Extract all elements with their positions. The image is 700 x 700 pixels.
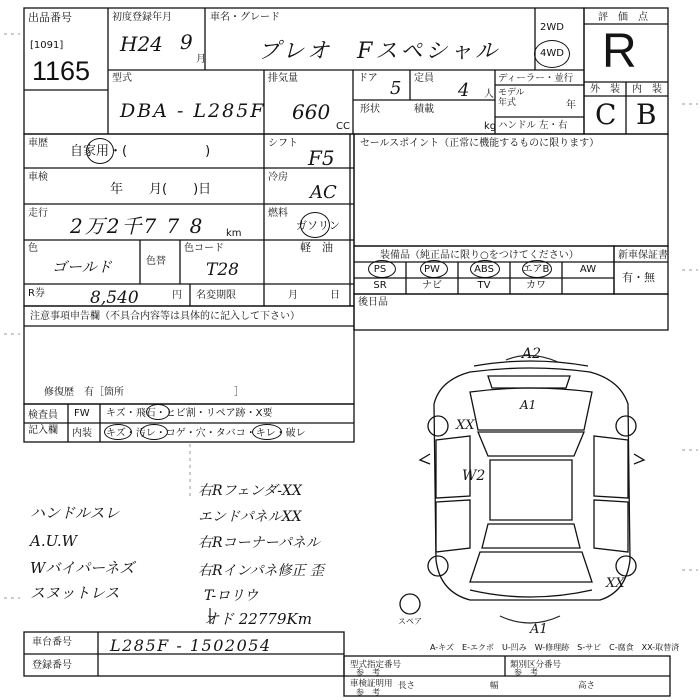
note-right-3: 右Rコーナーパネル (198, 535, 320, 551)
dirt-circle (140, 424, 168, 440)
repaint-label: 色替 (146, 256, 166, 267)
equip-airbag: エアB (522, 264, 550, 275)
mark-a2: A2 (522, 346, 542, 362)
equip-ps-circle (368, 260, 396, 278)
equip-navi: ナビ (422, 280, 442, 291)
designation-number-label: 型式指定番号 (350, 660, 402, 670)
shift-label: シフト (268, 138, 298, 149)
certificate-ref: 参 考 (356, 688, 380, 697)
fw-items: キズ・飛石・ヒビ割・リペア跡・X要 (106, 408, 273, 419)
registration-number-label: 登録番号 (32, 660, 72, 671)
exterior-grade-label: 外 装 (590, 84, 620, 95)
inspection-value: 年 月( )日 (110, 182, 212, 197)
drive-4wd-circle (534, 40, 570, 68)
vehicle-history-label: 車歴 (28, 138, 48, 149)
car-name-label: 車名・グレード (210, 12, 280, 23)
first-registration-month: 9 (180, 30, 193, 54)
aircon-label: 冷房 (268, 172, 288, 183)
yen-unit: 円 (172, 290, 182, 301)
checker-label: 検査員 記入欄 (28, 410, 58, 436)
note-left-3: Wバイパーネズ (30, 559, 135, 577)
mark-xx-right: XX (606, 576, 625, 591)
equip-leather: カワ (526, 280, 546, 291)
recycle-ticket-label: R券 (28, 288, 45, 299)
mark-a1-top: A1 (520, 398, 537, 412)
equip-aw: AW (579, 264, 597, 275)
gasoline-circle (300, 212, 330, 238)
model-year-unit: 年 (566, 100, 576, 111)
interior-check-label: 内装 (72, 428, 92, 439)
kg-unit: kg (484, 121, 497, 132)
interior-items: キズ・汚レ・コゲ・穴・タバコ・キレ・破レ (106, 428, 306, 439)
category-number-label: 類別区分番号 (510, 660, 562, 670)
lot-number-label: 出品番号 (28, 11, 72, 24)
note-right-6: オド 22779Km (204, 610, 312, 628)
model-code-label: 型式 (112, 73, 132, 84)
note-right-4: 右Rインパネ修正 歪 (198, 563, 325, 579)
interior-grade-value: B (636, 98, 657, 131)
warranty-value: 有・無 (622, 271, 655, 284)
length-label: 長さ (398, 681, 416, 691)
capacity-label: 定員 (414, 73, 434, 84)
grade-value: R (602, 25, 637, 78)
equip-pw-circle (420, 260, 448, 278)
color-label: 色 (28, 243, 38, 254)
model-code-value: DBA - L285F (120, 100, 266, 122)
exterior-grade-value: C (595, 98, 617, 131)
car-name-value: プレオ Fスペシャル (258, 39, 500, 64)
color-code-value: T28 (206, 260, 239, 280)
equip-airbag-circle (522, 260, 552, 278)
note-left-2: A.U.W (30, 532, 78, 550)
lot-sub-code: [1091] (30, 40, 64, 51)
lot-number-value: 1165 (32, 56, 91, 86)
first-registration-year: H24 (120, 32, 163, 56)
mark-w2: W2 (462, 468, 486, 484)
body-shape-label: 形状 (360, 104, 380, 115)
chassis-number-value: L285F - 1502054 (110, 636, 272, 655)
door-count-value: 5 (390, 78, 402, 99)
fuel-gasoline: ガソリン (296, 219, 340, 232)
equip-abs: ABS (474, 264, 494, 275)
inspection-label: 車検 (28, 172, 48, 183)
month-unit: 月 (196, 54, 206, 65)
displacement-label: 排気量 (268, 73, 298, 84)
chip-circle (146, 404, 170, 420)
color-value: ゴールド (52, 258, 112, 276)
warranty-label: 新車保証書 (618, 250, 668, 261)
capacity-value: 4 (458, 80, 470, 101)
damage-legend: A-キズ E-エクボ U-凹み W-修理跡 S-サビ C-腐食 XX-取替済 (430, 643, 680, 652)
equip-abs-circle (470, 260, 500, 278)
note-right-1: 右Rフェンダ-XX (198, 483, 302, 499)
cc-unit: CC (336, 121, 350, 132)
interior-grade-label: 内 装 (632, 84, 662, 95)
drive-2wd-label: 2WD (540, 22, 564, 33)
tobacco-circle (252, 424, 282, 440)
note-left-4: スヌットレス (30, 584, 120, 602)
dealer-import-label: ディーラー・並行 (498, 73, 574, 84)
private-use-circle (86, 138, 114, 164)
equip-tv: TV (477, 280, 491, 291)
mileage-label: 走行 (28, 208, 48, 219)
fw-label: FW (74, 408, 90, 419)
km-unit: km (226, 228, 242, 239)
mark-xx-left: XX (456, 418, 475, 433)
recycle-ticket-value: 8,540 (90, 288, 139, 308)
scratch-circle (104, 424, 132, 440)
height-label: 高さ (578, 681, 596, 691)
mark-a1-bottom: A1 (530, 622, 548, 637)
sales-point-label: セールスポイント（正常に機能するものに限ります） (360, 138, 600, 149)
note-left-1: ハンドルスレ (30, 504, 120, 522)
name-change-deadline-label: 名変期限 (196, 290, 236, 301)
equip-ps: PS (373, 264, 387, 275)
model-year-label: モデル 年式 (498, 88, 525, 108)
note-right-5: T-ロリウ (204, 588, 259, 604)
designation-ref: 参 考 (356, 668, 380, 677)
fuel-label: 燃料 (268, 208, 288, 219)
mileage-value: 2万2千7 7 8 (70, 214, 205, 238)
vehicle-history-value: 自家用・( ) (70, 144, 211, 159)
fuel-diesel: 軽 油 (300, 241, 333, 254)
spare-tire-label: スペア (398, 617, 422, 626)
note-right-2: エンドパネルXX (198, 509, 302, 525)
repair-history-label: 修復歴 有［箇所 ］ (44, 387, 244, 398)
capacity-unit: 人 (484, 89, 494, 100)
aircon-value: AC (310, 182, 337, 203)
certificate-label: 車検証明用 (350, 679, 393, 689)
equip-pw: PW (424, 264, 440, 275)
category-ref: 参 考 (514, 668, 538, 677)
chassis-number-label: 車台番号 (32, 637, 72, 648)
day-unit-deadline: 日 (330, 290, 340, 301)
equip-sr: SR (373, 280, 387, 291)
handle-side-label: ハンドル 左・右 (498, 120, 568, 131)
grade-label: 評 価 点 (598, 12, 648, 23)
door-count-label: ドア (358, 73, 378, 84)
load-capacity-label: 積載 (414, 104, 434, 115)
equipment-title: 装備品（純正品に限り○をつけてください） (380, 250, 579, 261)
width-label: 幅 (490, 681, 499, 691)
later-items-label: 後日品 (358, 297, 388, 308)
month-unit-deadline: 月 (288, 290, 298, 301)
drive-4wd-label: 4WD (540, 48, 564, 59)
displacement-value: 660 (292, 100, 331, 124)
shift-value: F5 (308, 146, 335, 170)
notes-title: 注意事項申告欄（不具合内容等は具体的に記入して下さい） (30, 311, 300, 322)
color-code-label: 色コード (184, 243, 224, 254)
first-registration-label: 初度登録年月 (112, 12, 172, 23)
